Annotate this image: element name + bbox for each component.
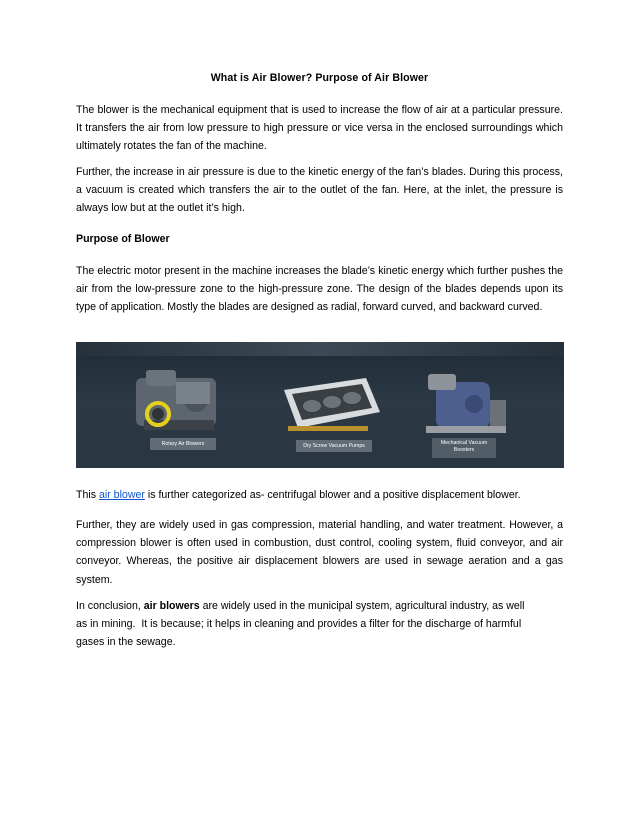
intro-paragraph-1: The blower is the mechanical equipment that is used to increase the flow of air at a particular pressure. It transfers the air from low pressure to high pressure or vice versa in the enclosed surroundings which ultimately rotates the fan of the machine. (76, 104, 563, 153)
caption-mechanical-vacuum-boosters: Mechanical Vacuum Boosters (440, 440, 488, 453)
page-title: What is Air Blower? Purpose of Air Blower (210, 72, 429, 84)
vacuum-booster-graphic (426, 374, 506, 433)
caption-rotary-air-blowers: Rotary Air Blowers (161, 441, 205, 447)
intro-paragraph-2: Further, the increase in air pressure is due to the kinetic energy of the fan’s blades. During this process, a vacuum is created which transfers the air to the outlet of the fan. Here, at the inlet, the pressure is always low but at the outlet it’s high. (76, 166, 563, 215)
conclusion-line-3: gases in the sewage. (76, 636, 176, 649)
conclusion-bold-term: air blowers (143, 600, 200, 612)
purpose-heading: Purpose of Blower (76, 233, 170, 245)
conclusion-paragraph (76, 597, 563, 652)
conclusion-line-1 (76, 597, 563, 615)
categorization-text-end: is further categorized as- centrifugal blower and a positive displacement blower. (144, 489, 521, 501)
conclusion-line-1-rest: are widely used in the municipal system, agricultural industry, as well (199, 600, 525, 612)
blower-types-image (76, 342, 564, 468)
purpose-paragraph: The electric motor present in the machine increases the blade’s kinetic energy which further pushes the air from the low-pressure zone to the high-pressure zone. The design of the blades depends upon its type of application. Mostly the blades are designed as radial, forward curved, and backward curved. (76, 265, 563, 314)
conclusion-line-2: as in mining. It is because; it helps in cleaning and provides a filter for the discharge of harmful (76, 618, 522, 631)
categorization-paragraph (76, 486, 563, 504)
caption-dry-screw-vacuum-pumps: Dry Screw Vacuum Pumps (303, 443, 365, 449)
categorization-text-start: This (76, 489, 99, 501)
screw-pump-graphic (284, 378, 380, 431)
rotary-blower-graphic (136, 370, 216, 430)
uses-paragraph: Further, they are widely used in gas compression, material handling, and water treatment. However, a compression blower is often used in combustion, dust control, cooling system, fluid conveyor, and air conveyor. Whereas, the positive air displacement blowers are used in sewage aeration and a gas system. (76, 519, 563, 586)
conclusion-intro: In conclusion, (76, 600, 144, 612)
air-blower-link[interactable]: air blower (98, 489, 145, 501)
